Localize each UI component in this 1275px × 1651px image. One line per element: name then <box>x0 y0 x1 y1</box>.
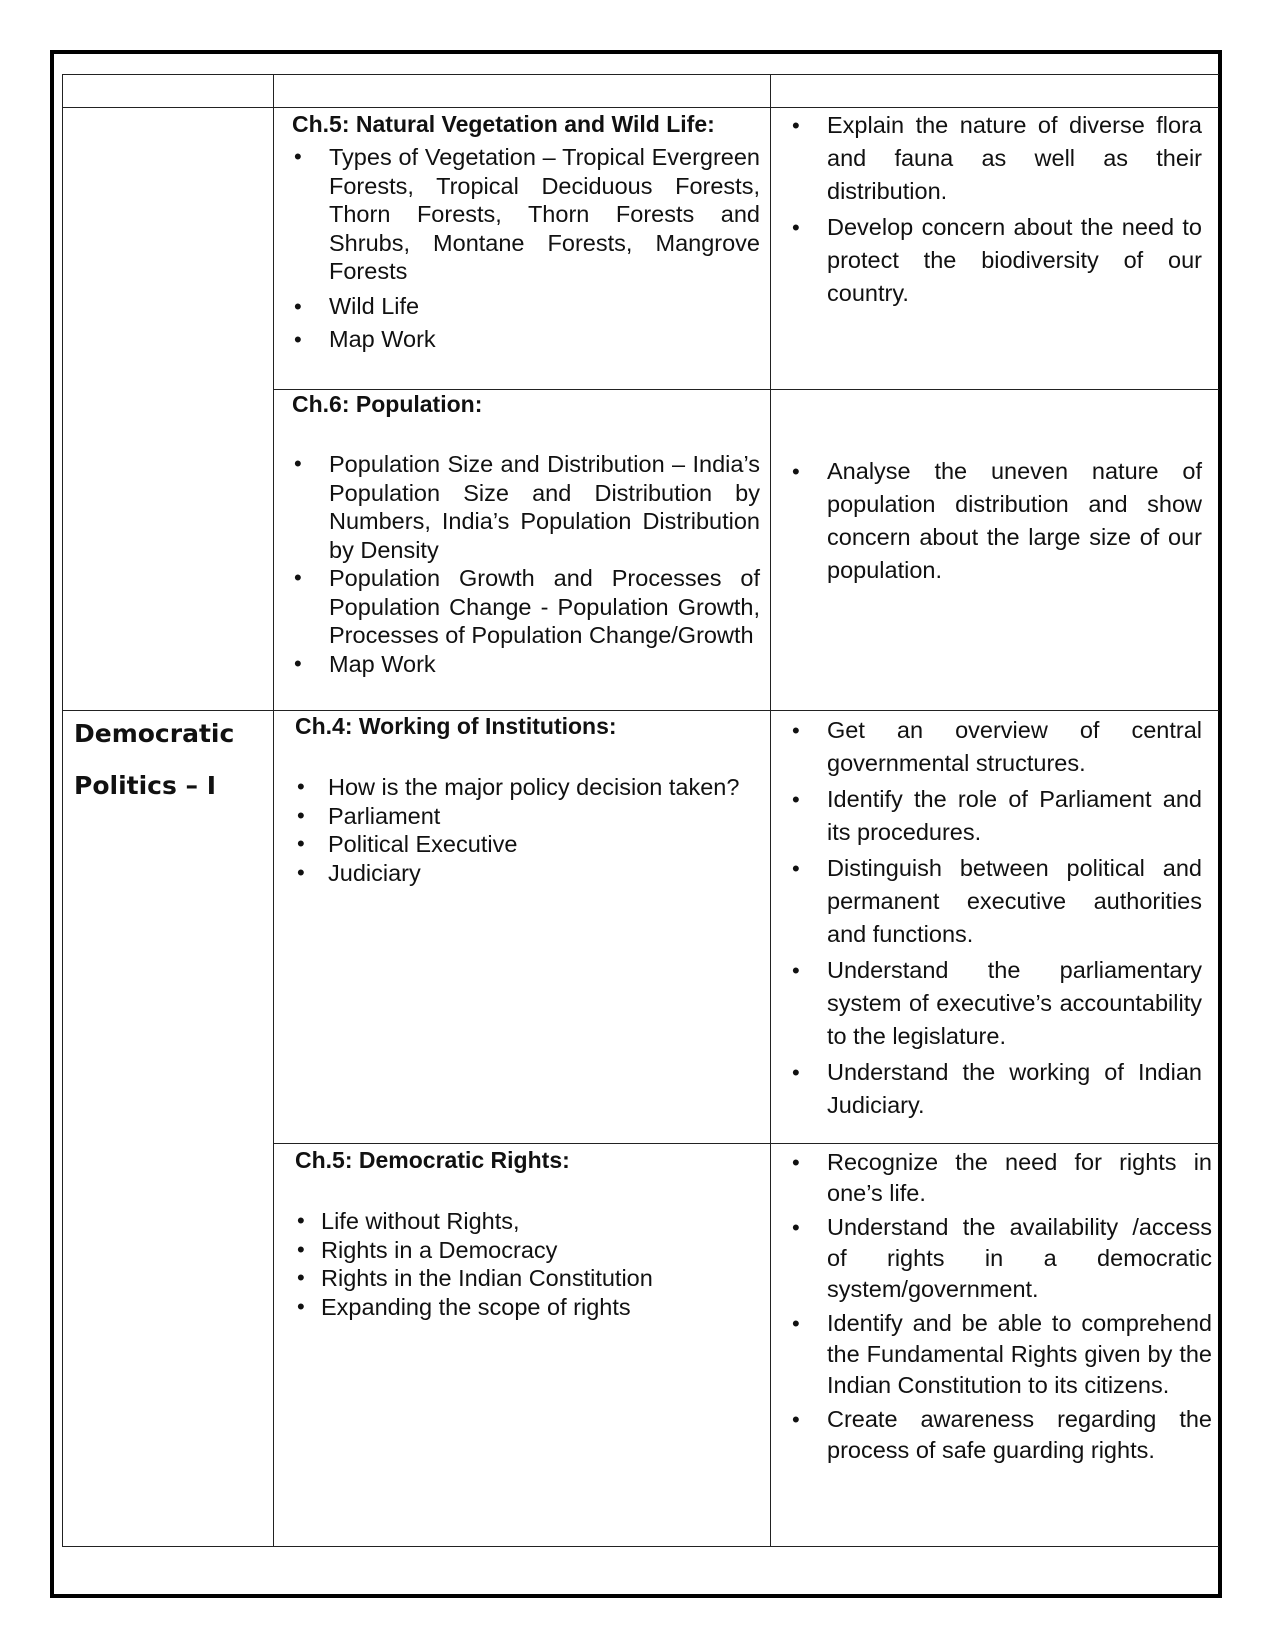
topics-cell <box>295 1146 760 1321</box>
chapter-heading: Ch.5: Democratic Rights: <box>295 1147 570 1173</box>
outcome-item: • Get an overview of central governmental structures. <box>790 714 1202 780</box>
topics-cell <box>292 390 760 678</box>
table-top-border <box>62 74 1220 75</box>
topic-item: • Judiciary <box>295 859 760 888</box>
topic-list <box>292 143 760 356</box>
topic-item: • Population Size and Distribution – India’s Population Size and Distribution by Numbers, India’s Population Distribution by Density <box>292 450 760 564</box>
topic-list <box>295 773 760 887</box>
topic-item: • Rights in the Indian Constitution <box>295 1264 760 1293</box>
outcomes-cell <box>790 455 1202 590</box>
page-border-right <box>1219 50 1222 1598</box>
outcomes-cell <box>790 109 1202 313</box>
header-row-bottom-border <box>62 107 1220 108</box>
chapter-heading: Ch.4: Working of Institutions: <box>295 713 617 739</box>
outcome-list <box>790 455 1202 587</box>
column-divider <box>62 74 63 1547</box>
topic-item: • Types of Vegetation – Tropical Evergreen Forests, Tropical Deciduous Forests, Thorn Forests, Thorn Forests and Shrubs, Montane Forests, Mangrove Forests <box>292 143 760 286</box>
topic-item: • Map Work <box>292 650 760 679</box>
outcome-item: • Recognize the need for rights in one’s life. <box>790 1147 1212 1209</box>
outcomes-cell <box>790 1147 1212 1469</box>
outcome-item: • Understand the availability /access of rights in a democratic system/government. <box>790 1212 1212 1305</box>
outcome-item: • Explain the nature of diverse flora and fauna as well as their distribution. <box>790 109 1202 208</box>
outcome-item: • Distinguish between political and permanent executive authorities and functions. <box>790 852 1202 951</box>
outcome-item: • Understand the parliamentary system of executive’s accountability to the legislature. <box>790 954 1202 1053</box>
outcome-list <box>790 109 1202 310</box>
outcomes-cell <box>790 714 1202 1125</box>
outcome-item: • Create awareness regarding the process of safe guarding rights. <box>790 1404 1212 1466</box>
topic-item: • Life without Rights, <box>295 1207 760 1236</box>
topic-list <box>295 1207 760 1321</box>
outcome-list <box>790 714 1202 1122</box>
outcome-item: • Identify and be able to comprehend the Fundamental Rights given by the Indian Constitution to its citizens. <box>790 1308 1212 1401</box>
column-divider <box>770 74 771 1547</box>
topic-item: • Rights in a Democracy <box>295 1236 760 1265</box>
row-divider <box>273 1143 1220 1144</box>
topics-cell <box>292 110 760 356</box>
topic-item: • Wild Life <box>292 290 760 323</box>
outcome-item: • Identify the role of Parliament and its procedures. <box>790 783 1202 849</box>
topic-item: • Map Work <box>292 323 760 356</box>
chapter-heading: Ch.6: Population: <box>292 391 483 417</box>
outcome-item: • Develop concern about the need to protect the biodiversity of our country. <box>790 211 1202 310</box>
outcome-item: • Understand the working of Indian Judiciary. <box>790 1056 1202 1122</box>
topic-item: • Population Growth and Processes of Population Change - Population Growth, Processes of Population Change/Growth <box>292 564 760 650</box>
topic-item: • How is the major policy decision taken? <box>295 773 760 802</box>
topic-list <box>292 450 760 678</box>
chapter-heading: Ch.5: Natural Vegetation and Wild Life: <box>292 111 715 137</box>
topics-cell <box>295 712 760 887</box>
topic-item: • Political Executive <box>295 830 760 859</box>
unit-label: Democratic Politics – I <box>74 719 235 800</box>
table-bottom-border <box>62 1546 1220 1547</box>
outcome-item: • Analyse the uneven nature of population distribution and show concern about the large size of our population. <box>790 455 1202 587</box>
topic-item: • Expanding the scope of rights <box>295 1293 760 1322</box>
column-divider <box>273 74 274 1547</box>
outcome-list <box>790 1147 1212 1466</box>
topic-item: • Parliament <box>295 802 760 831</box>
